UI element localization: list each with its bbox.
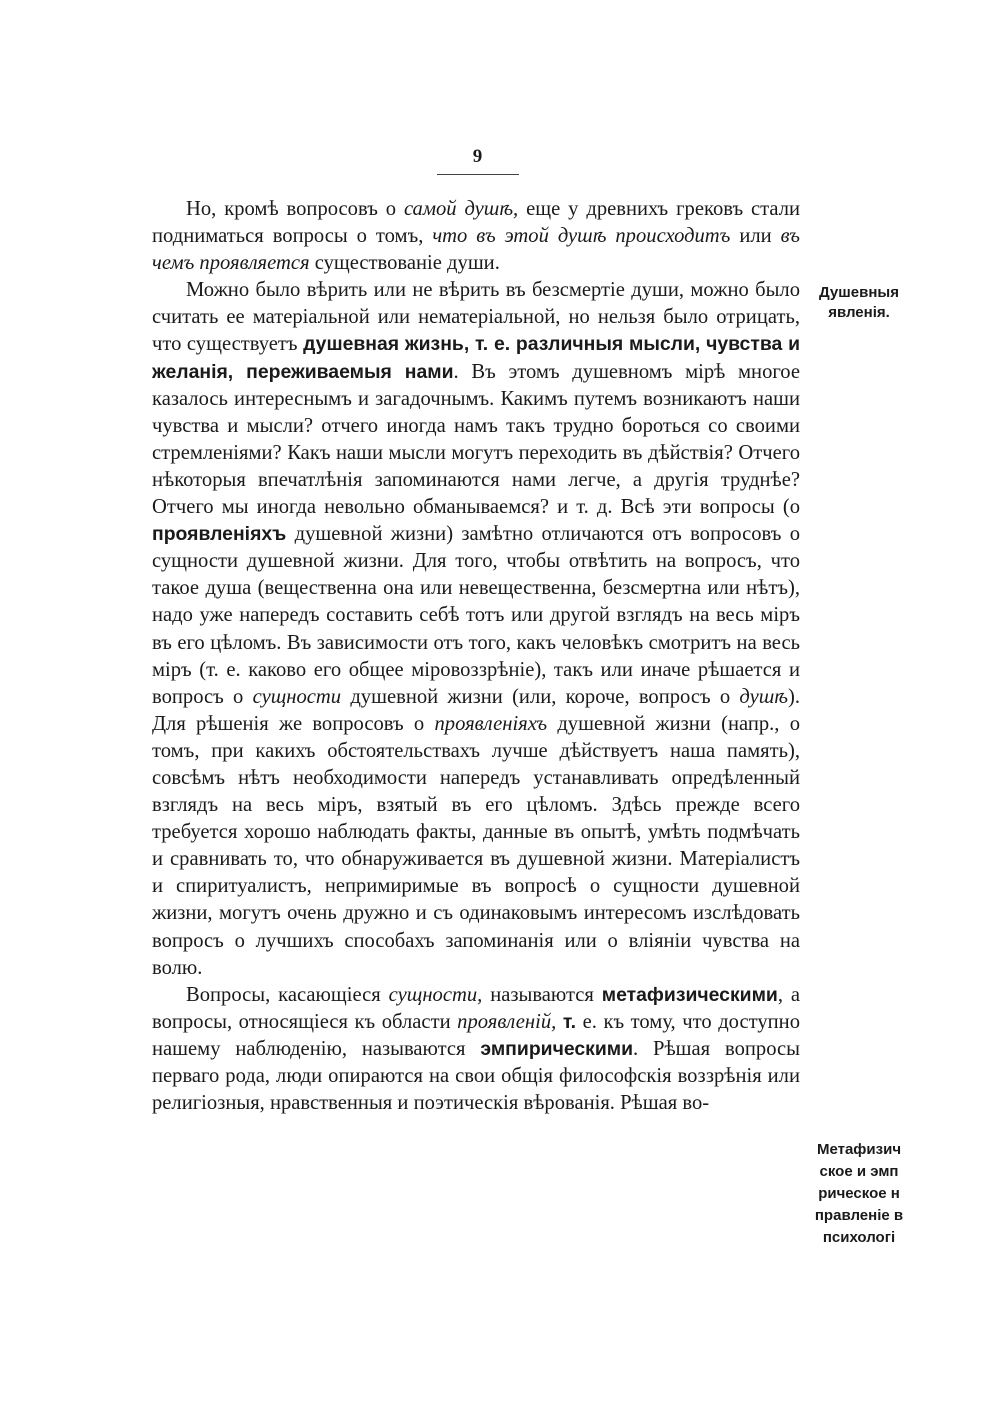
page-number-rule (437, 174, 519, 175)
body-text (152, 196, 800, 1117)
margin-note-metaphysical-empirical: Метафизич ское и эмп рическое н правленіе в психологі (814, 1141, 904, 1246)
page-number: 9 (472, 146, 484, 167)
paragraph-1: Но, кромѣ вопросовъ о самой душѣ, еще у древнихъ грековъ стали подниматься вопросы о томъ, что въ этой душѣ происходитъ или въ чемъ проявляется существованіе души. (152, 198, 801, 275)
paragraph-2: Можно было вѣрить или не вѣрить въ безсмертіе души, можно было считать ее матеріальной или нематеріальной, но нельзя было отрицать, что существуетъ душевная жизнь, т. е. различныя мысли, чувства и желанія, переживаемыя нами. Въ этомъ душевномъ мірѣ многое казалось интереснымъ и загадочнымъ. Какимъ путемъ возникаютъ наши чувства и мысли? отчего иногда намъ такъ трудно бороться со своими стремленіями? Какъ наши мысли могутъ переходить въ дѣйствія? Отчего нѣкоторыя впечатлѣнія запоминаются нами легче, а другія труднѣе? Отчего мы иногда невольно обманываемся? и т. д. Всѣ эти вопросы (о проявленіяхъ душевной жизни) замѣтно отличаются отъ вопросовъ о сущности душевной жизни. Для того, чтобы отвѣтить на вопросъ, что такое душа (вещественна она или невещественна, безсмертна или нѣтъ), надо уже напередъ составить себѣ тотъ или другой взглядъ на весь міръ въ его цѣломъ. Въ зависимости отъ того, какъ человѣкъ смотритъ на весь міръ (т. е. каково его общее міровоззрѣніе), такъ или иначе рѣшается и вопросъ о сущности душевной жизни (или, короче, вопросъ о душѣ). Для рѣшенія же вопросовъ о проявленіяхъ душевной жизни (напр., о томъ, при какихъ обстоятельствахъ лучше дѣйствуетъ наша память), совсѣмъ нѣтъ необходимости напередъ устанавливать опредѣленный взглядъ на весь міръ, взятый въ его цѣломъ. Здѣсь прежде всего требуется хорошо наблюдать факты, данные въ опытѣ, умѣть подмѣчать и сравнивать то, что обнаруживается въ душевной жизни. Матеріалистъ и спиритуалистъ, непримиримые въ вопросѣ о сущности душевной жизни, могутъ очень дружно и съ одинаковымъ интересомъ изслѣдовать вопросъ о лучшихъ способахъ запоминанія или о вліяніи чувства на волю. (152, 279, 801, 979)
paragraph-3: Вопросы, касающіеся сущности, называются метафизическими, а вопросы, относящіеся къ области проявленій, т. е. къ тому, что доступно нашему наблюденію, называются эмпирическими. Рѣшая вопросы перваго рода, люди опираются на свои общія философскія воззрѣнія или религіозныя, нравственныя и поэтическія вѣрованія. Рѣшая во- (152, 983, 801, 1115)
margin-note-mental-phenomena: Душевныя явленія. (819, 284, 899, 321)
